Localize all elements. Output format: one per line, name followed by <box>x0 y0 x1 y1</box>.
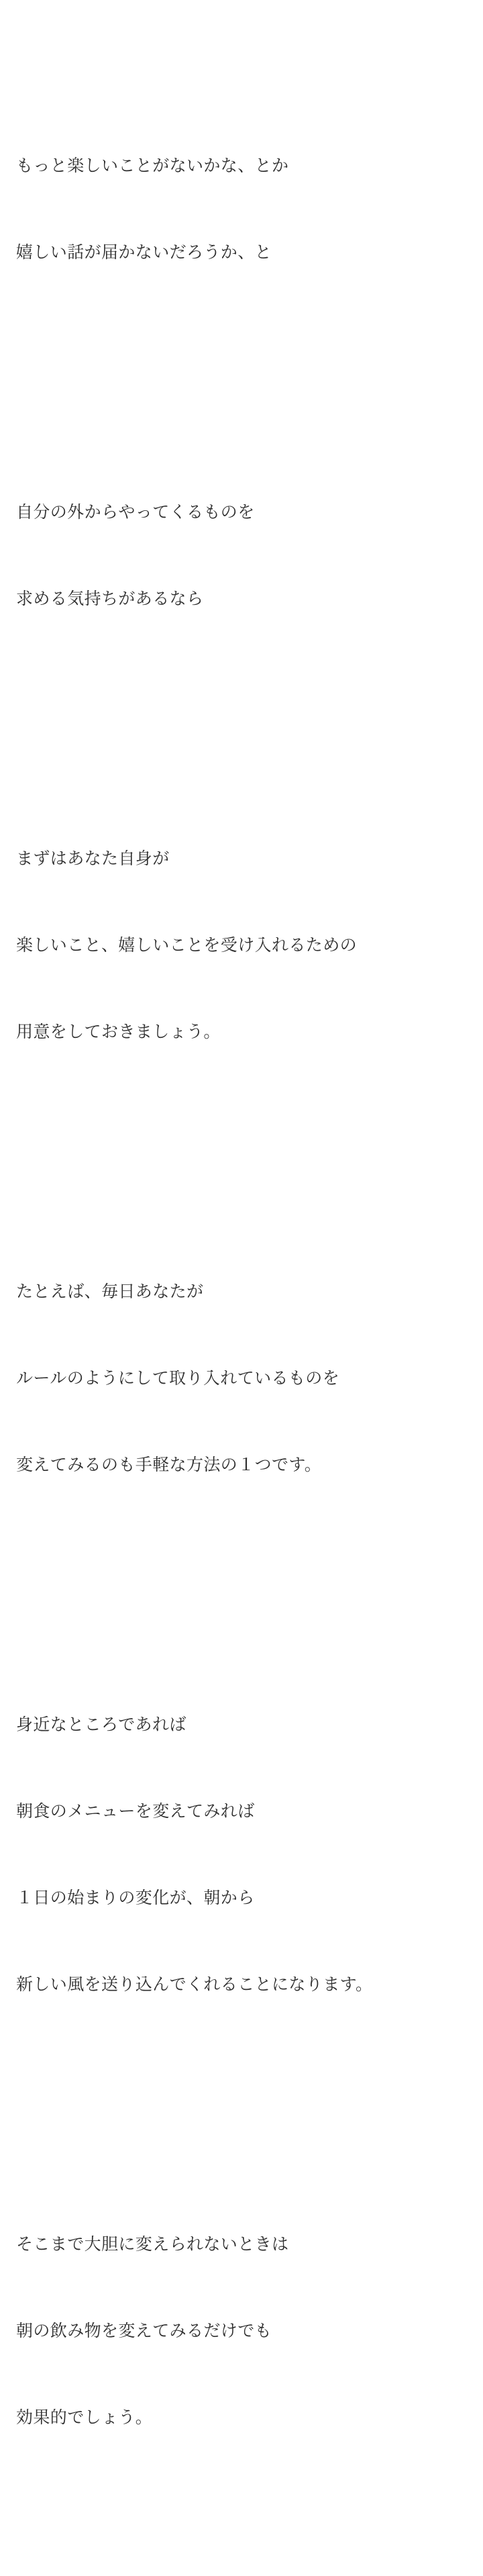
text-line: 新しい風を送り込んでくれることになります。 <box>16 1974 373 1994</box>
text-line: 自分の外からやってくるものを <box>16 502 255 522</box>
text-line: 楽しいこと、嬉しいことを受け入れるための <box>16 935 358 955</box>
text-line: 変えてみるのも手軽な方法の１つです。 <box>16 1455 322 1474</box>
text-line: ルールのようにして取り入れているものを <box>16 1368 340 1388</box>
paragraph <box>16 93 471 324</box>
text-line: たとえば、毎日あなたが <box>16 1282 204 1301</box>
text-line: 用意をしておきましょう。 <box>16 1022 221 1041</box>
paragraph <box>16 1652 471 2056</box>
document-text-body <box>16 7 471 2576</box>
text-line: 朝の飲み物を変えてみるだけでも <box>16 2321 272 2340</box>
text-line: 朝食のメニューを変えてみれば <box>16 1801 255 1821</box>
paragraph <box>16 440 471 671</box>
text-line: 身近なところであれば <box>16 1715 186 1734</box>
text-line: そこまで大胆に変えられないときは <box>16 2234 289 2254</box>
text-line: まずはあなた自身が <box>16 849 170 868</box>
text-line: 嬉しい話が届かないだろうか、と <box>16 242 272 262</box>
paragraph <box>16 786 471 1104</box>
text-line: １日の始まりの変化が、朝から <box>16 1888 255 1907</box>
text-line: もっと楽しいことがないかな、とか <box>16 156 289 175</box>
text-line: 効果的でしょう。 <box>16 2407 153 2427</box>
paragraph <box>16 2172 471 2489</box>
paragraph <box>16 1219 471 1537</box>
text-line: 求める気持ちがあるなら <box>16 589 204 608</box>
